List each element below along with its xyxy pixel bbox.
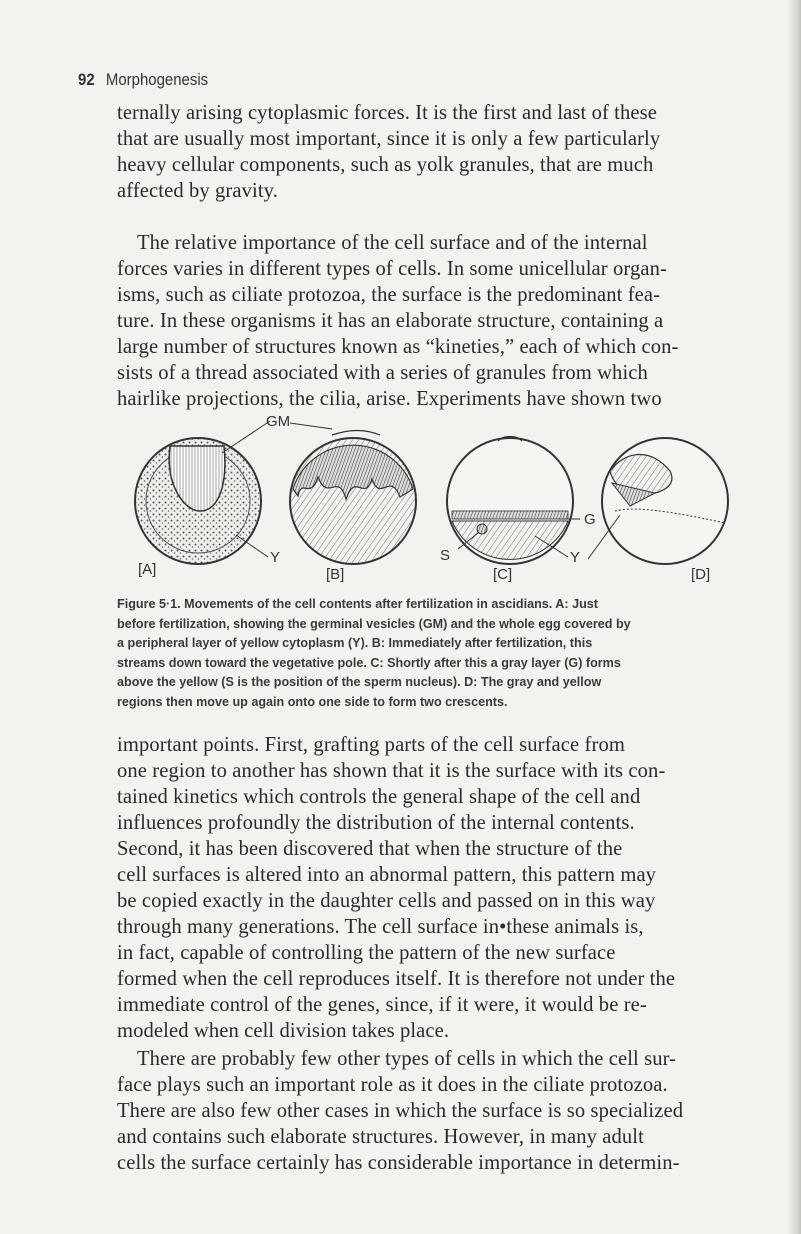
text-line: cells the surface certainly has considerable importance in determin- xyxy=(117,1152,680,1174)
running-title: Morphogenesis xyxy=(105,70,209,89)
bleed-through-glyph xyxy=(18,100,48,200)
text-line: important points. First, grafting parts of the cell surface from xyxy=(117,734,625,756)
label-y-a: Y xyxy=(270,549,281,566)
page-edge-shadow xyxy=(787,0,801,1234)
panel-b-egg xyxy=(290,423,416,564)
caption-line: regions then move up again onto one side to form two crescents. xyxy=(117,694,508,709)
text-line: formed when the cell reproduces itself. It is therefore not under the xyxy=(117,968,676,990)
text-line: forces varies in different types of cells. In some unicellular organ- xyxy=(117,258,667,280)
paragraph-3 xyxy=(117,732,717,1044)
text-line: hairlike projections, the cilia, arise. Experiments have shown two xyxy=(117,388,662,410)
text-line: sists of a thread associated with a series of granules from which xyxy=(117,362,648,384)
text-line: be copied exactly in the daughter cells and passed on in this way xyxy=(117,890,656,912)
paragraph-2 xyxy=(117,230,717,412)
text-line: influences profoundly the distribution of the internal contents. xyxy=(117,812,635,834)
figure-caption xyxy=(117,595,737,712)
figure-5-1 xyxy=(110,411,750,601)
caption-line: before fertilization, showing the germinal vesicles (GM) and the whole egg covered by xyxy=(117,616,631,631)
label-s: S xyxy=(440,547,451,564)
text-line: isms, such as ciliate protozoa, the surface is the predominant fea- xyxy=(117,284,661,306)
text-line: in fact, capable of controlling the pattern of the new surface xyxy=(117,942,616,964)
page-number: 92 xyxy=(78,70,95,89)
label-g: G xyxy=(584,511,596,528)
text-line: tained kinetics which controls the general shape of the cell and xyxy=(117,786,641,808)
label-y-c: Y xyxy=(570,549,581,566)
caption-line: streams down toward the vegetative pole. C: Shortly after this a gray layer (G) forms xyxy=(117,655,621,670)
panel-label-c: [C] xyxy=(493,566,513,583)
paragraph-1 xyxy=(117,100,717,204)
panel-label-b: [B] xyxy=(326,566,345,583)
text-line: ternally arising cytoplasmic forces. It is the first and last of these xyxy=(117,102,657,124)
text-line: through many generations. The cell surface in•these animals is, xyxy=(117,916,644,938)
text-line: and contains such elaborate structures. However, in many adult xyxy=(117,1126,644,1148)
text-line: cell surfaces is altered into an abnormal pattern, this pattern may xyxy=(117,864,657,886)
paragraph-4 xyxy=(117,1046,717,1176)
running-head xyxy=(78,70,208,90)
panel-label-d: [D] xyxy=(691,566,711,583)
text-line: face plays such an important role as it does in the ciliate protozoa. xyxy=(117,1074,668,1096)
text-line: immediate control of the genes, since, if it were, it would be re- xyxy=(117,994,647,1016)
caption-line: above the yellow (S is the position of the sperm nucleus). D: The gray and yellow xyxy=(117,675,602,689)
text-line: There are probably few other types of cells in which the cell sur- xyxy=(137,1048,677,1070)
text-line: There are also few other cases in which the surface is so specialized xyxy=(117,1100,684,1122)
panel-label-a: [A] xyxy=(138,561,157,578)
figure-illustration xyxy=(110,411,750,601)
panel-c-egg xyxy=(447,437,580,565)
caption-line: a peripheral layer of yellow cytoplasm (Y). B: Immediately after fertilization, this xyxy=(117,636,593,650)
text-line: Second, it has been discovered that when the structure of the xyxy=(117,838,623,860)
text-line: affected by gravity. xyxy=(117,180,278,202)
caption-line: Figure 5·1. Movements of the cell contents after fertilization in ascidians. A: Just xyxy=(117,597,598,611)
text-line: heavy cellular components, such as yolk granules, that are much xyxy=(117,154,654,176)
panel-a-egg xyxy=(135,421,270,564)
text-line: modeled when cell division takes place. xyxy=(117,1020,450,1042)
text-line: The relative importance of the cell surface and of the internal xyxy=(137,232,648,254)
text-line: that are usually most important, since it is only a few particularly xyxy=(117,128,661,150)
text-line: one region to another has shown that it is the surface with its con- xyxy=(117,760,666,782)
text-line: ture. In these organisms it has an elaborate structure, containing a xyxy=(117,310,664,332)
panel-d-egg xyxy=(588,438,728,564)
text-line: large number of structures known as “kineties,” each of which con- xyxy=(117,336,679,358)
label-gm: GM xyxy=(266,413,291,430)
